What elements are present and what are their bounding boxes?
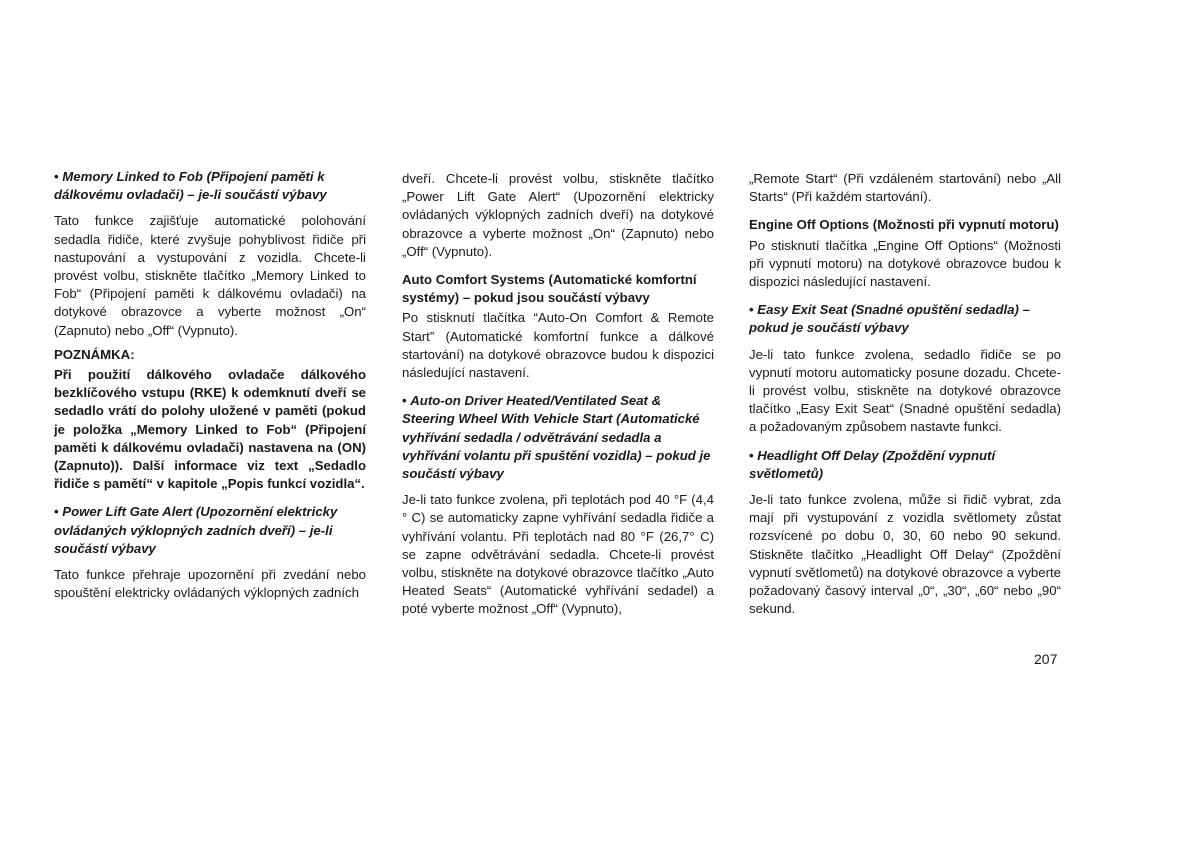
- power-lift-text: Tato funkce přehraje upozornění při zvedání nebo spouštění elektricky ovládaných výklopných zadních: [54, 567, 366, 601]
- heated-seat-text: Je-li tato funkce zvolena, při teplotách pod 40 °F (4,4 ° C) se automaticky zapne vyhřívání sedadla řidiče a vyhřívání volantu. Při teplotách nad 80 °F (26,7° C) se zapne odvětrávání sedadla. Chcete-li provést volbu, stiskněte na dotykové obrazovce tlačítko „Auto Heated Seats“ (Automatické vyhřívání sedadel) a poté vyberte možnost „Off“ (Vypnuto),: [402, 492, 714, 617]
- memory-linked-text: Tato funkce zajišťuje automatické polohování sedadla řidiče, které zvyšuje pohyblivost řidiče při nastupování a vystupování z vozidla. Chcete-li provést volbu, stiskněte tlačítko „Memory Linked to Fob“ (Připojení paměti k dálkovému ovladači) na dotykové obrazovce a vyberte možnost „On“ (Zapnuto) nebo „Off“ (Vypnuto).: [54, 213, 366, 338]
- easy-exit-heading: • Easy Exit Seat (Snadné opuštění sedadla) – pokud je součástí výbavy: [749, 301, 1061, 337]
- column-right: [749, 170, 1061, 624]
- engine-off-heading: Engine Off Options (Možnosti při vypnutí motoru): [749, 217, 1059, 233]
- column-middle: [402, 170, 714, 625]
- power-lift-heading: • Power Lift Gate Alert (Upozornění elektricky ovládaných výklopných zadních dveří) – je-li součástí výbavy: [54, 503, 366, 558]
- power-lift-text-continued: dveří. Chcete-li provést volbu, stiskněte tlačítko „Power Lift Gate Alert“ (Upozornění elektricky ovládaných výklopných zadních dveří) na dotykové obrazovce a vyberte možnost „On“ (Zapnuto) nebo „Off“ (Vypnuto).: [402, 171, 714, 259]
- heated-seat-text-continued: „Remote Start“ (Při vzdáleném startování) nebo „All Starts“ (Při každém startování).: [749, 171, 1061, 205]
- page-number: 207: [1034, 651, 1058, 667]
- auto-comfort-heading: Auto Comfort Systems (Automatické komfortní systémy) – pokud jsou součástí výbavy: [402, 272, 697, 306]
- headlight-delay-heading: • Headlight Off Delay (Zpoždění vypnutí světlometů): [749, 447, 1061, 483]
- memory-linked-heading: • Memory Linked to Fob (Připojení paměti k dálkovému ovladači) – je-li součástí výbavy: [54, 168, 366, 204]
- note-text: Při použití dálkového ovladače dálkového bezklíčového vstupu (RKE) k odemknutí dveří se sedadlo vrátí do polohy uložené v paměti (pokud je položka „Memory Linked to Fob“ (Připojení paměti k dálkovému ovladači) nastavena na (ON) (Zapnuto)). Další informace viz text „Sedadlo řidiče s pamětí“ v kapitole „Popis funkcí vozidla“.: [54, 367, 366, 492]
- heated-seat-heading: • Auto-on Driver Heated/Ventilated Seat & Steering Wheel With Vehicle Start (Automatické vyhřívání sedadla / odvětrávání sedadla a vyhřívání volantu při spuštění vozidla) – pokud je součástí výbavy: [402, 392, 714, 483]
- headlight-delay-text: Je-li tato funkce zvolena, může si řidič vybrat, zda mají při vystupování z vozidla světlomety zůstat rozsvícené po dobu 0, 30, 60 nebo 90 sekund. Stiskněte tlačítko „Headlight Off Delay“ (Zpoždění vypnutí světlometů) na dotykové obrazovce a vyberte požadovaný časový interval „0“, „30“, „60“ nebo „90“ sekund.: [749, 492, 1061, 617]
- column-left: [54, 168, 366, 608]
- note-title: POZNÁMKA:: [54, 346, 135, 362]
- engine-off-text: Po stisknutí tlačítka „Engine Off Options“ (Možnosti při vypnutí motoru) na dotykové obrazovce budou k dispozici následující nastavení.: [749, 237, 1061, 290]
- easy-exit-text: Je-li tato funkce zvolena, sedadlo řidiče se po vypnutí motoru automaticky posune dozadu. Chcete-li provést volbu, stiskněte na dotykové obrazovce tlačítko „Easy Exit Seat“ (Snadné opuštění sedadla) a požadovaným způsobem nastavte funkci.: [749, 346, 1061, 435]
- auto-comfort-text: Po stisknutí tlačítka “Auto-On Comfort & Remote Start” (Automatické komfortní funkce a dálkové startování) na dotykové obrazovce budou k dispozici následující nastavení.: [402, 310, 714, 381]
